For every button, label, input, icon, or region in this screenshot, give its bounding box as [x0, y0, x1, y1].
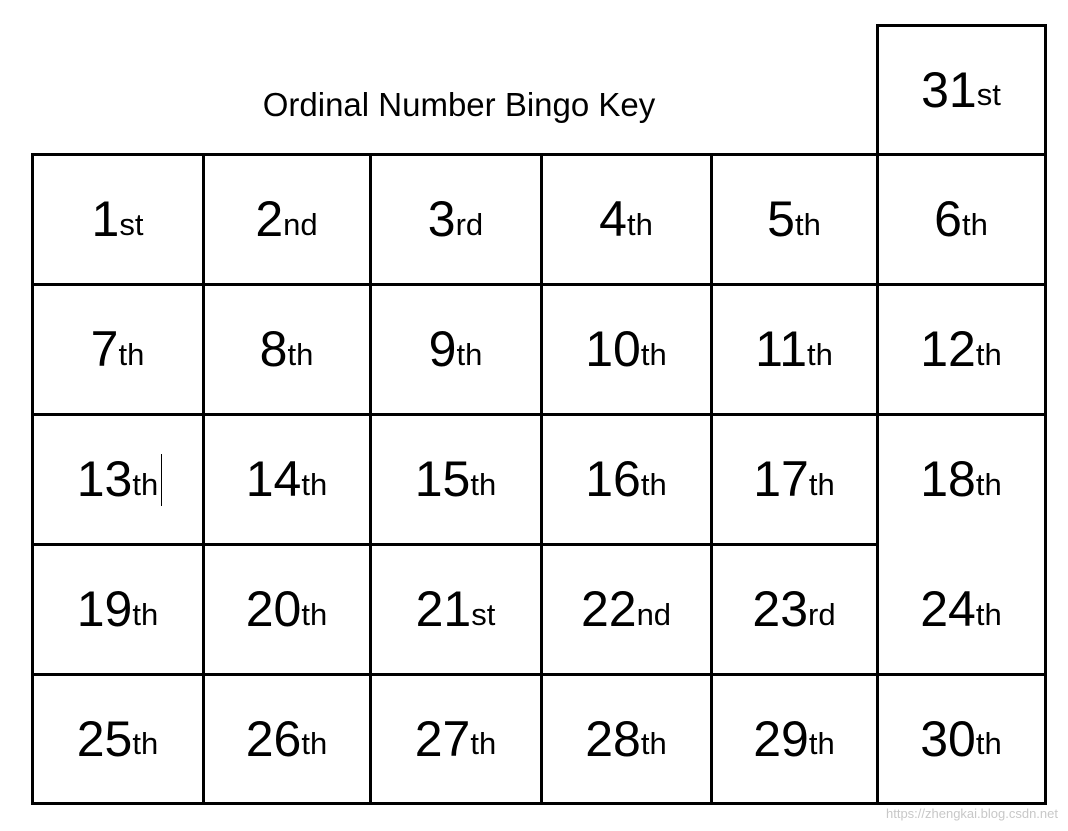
ordinal-suffix: rd	[455, 206, 484, 242]
bingo-cell-28	[541, 674, 711, 803]
ordinal-suffix: th	[287, 336, 314, 372]
grid-line-h	[32, 543, 878, 546]
bingo-cell-21	[370, 544, 541, 674]
ordinal-suffix: th	[975, 336, 1002, 372]
ordinal-number: 10	[585, 321, 641, 377]
ordinal-suffix: rd	[808, 596, 836, 632]
ordinal-suffix: th	[640, 466, 667, 502]
ordinal-suffix: st	[471, 596, 496, 632]
bingo-cell-19	[32, 544, 203, 674]
ordinal-number: 1	[91, 191, 120, 247]
bingo-cell-11	[711, 284, 877, 414]
ordinal-suffix: th	[808, 466, 835, 502]
ordinal-number: 12	[920, 321, 976, 377]
bingo-cell-6	[877, 154, 1045, 284]
grid-line-v	[1044, 24, 1047, 805]
grid-line-h	[32, 413, 878, 416]
ordinal-suffix: th	[301, 466, 328, 502]
bingo-cell-30	[877, 674, 1045, 803]
ordinal-suffix: th	[975, 596, 1002, 632]
grid-line-h	[32, 802, 1046, 805]
bingo-cell-23	[711, 544, 877, 674]
grid-line-v	[369, 153, 372, 805]
bingo-cell-16	[541, 414, 711, 544]
text-cursor	[161, 454, 162, 506]
bingo-cell-27	[370, 674, 541, 803]
grid-line-v	[202, 153, 205, 805]
ordinal-suffix: th	[626, 206, 653, 242]
ordinal-number: 22	[580, 581, 637, 637]
grid-line-h	[32, 673, 1046, 676]
bingo-cell-10	[541, 284, 711, 414]
grid-line-v	[540, 153, 543, 805]
ordinal-suffix: nd	[283, 206, 318, 242]
watermark: https://zhengkai.blog.csdn.net	[885, 806, 1058, 821]
bingo-cell-31	[877, 25, 1045, 154]
ordinal-number: 21	[415, 581, 472, 637]
ordinal-suffix: th	[794, 206, 821, 242]
bingo-cell-24	[877, 544, 1045, 674]
ordinal-suffix: th	[456, 336, 483, 372]
ordinal-number: 29	[753, 710, 809, 767]
ordinal-number: 6	[934, 191, 962, 247]
bingo-cell-9	[370, 284, 541, 414]
bingo-cell-14	[203, 414, 370, 544]
ordinal-number: 14	[245, 451, 302, 507]
ordinal-suffix: th	[301, 726, 328, 761]
ordinal-suffix: th	[132, 466, 159, 502]
bingo-cell-29	[711, 674, 877, 803]
ordinal-suffix: th	[640, 726, 667, 761]
ordinal-number: 24	[920, 581, 976, 637]
bingo-cell-13	[32, 414, 203, 544]
ordinal-suffix: th	[961, 206, 988, 242]
bingo-cell-4	[541, 154, 711, 284]
ordinal-suffix: th	[807, 336, 833, 372]
ordinal-suffix: st	[119, 206, 144, 242]
ordinal-suffix: th	[301, 596, 328, 632]
ordinal-suffix: th	[808, 726, 835, 761]
grid-line-h	[32, 153, 1046, 156]
ordinal-number: 13	[76, 451, 133, 507]
bingo-cell-26	[203, 674, 370, 803]
ordinal-number: 26	[245, 710, 302, 767]
ordinal-number: 18	[920, 451, 976, 507]
grid-line-h	[877, 24, 1046, 27]
bingo-cell-20	[203, 544, 370, 674]
ordinal-suffix: th	[640, 336, 667, 372]
bingo-cell-8	[203, 284, 370, 414]
ordinal-number: 28	[585, 710, 641, 767]
ordinal-suffix: th	[975, 726, 1002, 761]
ordinal-suffix: th	[132, 726, 159, 761]
ordinal-number: 20	[245, 581, 302, 637]
bingo-cell-1	[32, 154, 203, 284]
bingo-cell-22	[541, 544, 711, 674]
bingo-cell-15	[370, 414, 541, 544]
ordinal-suffix: th	[118, 336, 145, 372]
ordinal-suffix: st	[976, 77, 1001, 112]
bingo-cell-2	[203, 154, 370, 284]
ordinal-suffix: th	[132, 596, 159, 632]
ordinal-number: 31	[921, 61, 977, 118]
bingo-cell-18	[877, 414, 1045, 544]
grid-line-v	[876, 24, 879, 805]
ordinal-number: 15	[414, 451, 471, 507]
ordinal-number: 17	[753, 451, 809, 507]
ordinal-number: 5	[767, 191, 795, 247]
grid-line-h	[32, 283, 1046, 286]
ordinal-number: 4	[599, 191, 627, 247]
bingo-cell-17	[711, 414, 877, 544]
page-title: Ordinal Number Bingo Key	[262, 86, 656, 123]
bingo-cell-12	[877, 284, 1045, 414]
bingo-cell-25	[32, 674, 203, 803]
ordinal-suffix: th	[975, 466, 1002, 502]
ordinal-number: 11	[755, 321, 808, 377]
ordinal-suffix: th	[470, 726, 497, 761]
ordinal-number: 8	[259, 321, 288, 377]
bingo-cell-7	[32, 284, 203, 414]
ordinal-number: 30	[920, 710, 976, 767]
ordinal-number: 19	[76, 581, 133, 637]
grid-line-v	[710, 153, 713, 805]
ordinal-number: 3	[427, 191, 456, 247]
ordinal-number: 7	[90, 321, 119, 377]
ordinal-suffix: nd	[636, 596, 672, 632]
bingo-cell-5	[711, 154, 877, 284]
grid-line-h	[877, 413, 1046, 416]
bingo-cell-3	[370, 154, 541, 284]
ordinal-number: 27	[414, 710, 471, 767]
ordinal-number: 2	[255, 191, 284, 247]
ordinal-number: 9	[428, 321, 457, 377]
ordinal-number: 16	[585, 451, 641, 507]
ordinal-number: 23	[752, 581, 809, 637]
grid-line-v	[31, 153, 34, 805]
ordinal-suffix: th	[470, 466, 497, 502]
ordinal-number: 25	[76, 710, 133, 767]
